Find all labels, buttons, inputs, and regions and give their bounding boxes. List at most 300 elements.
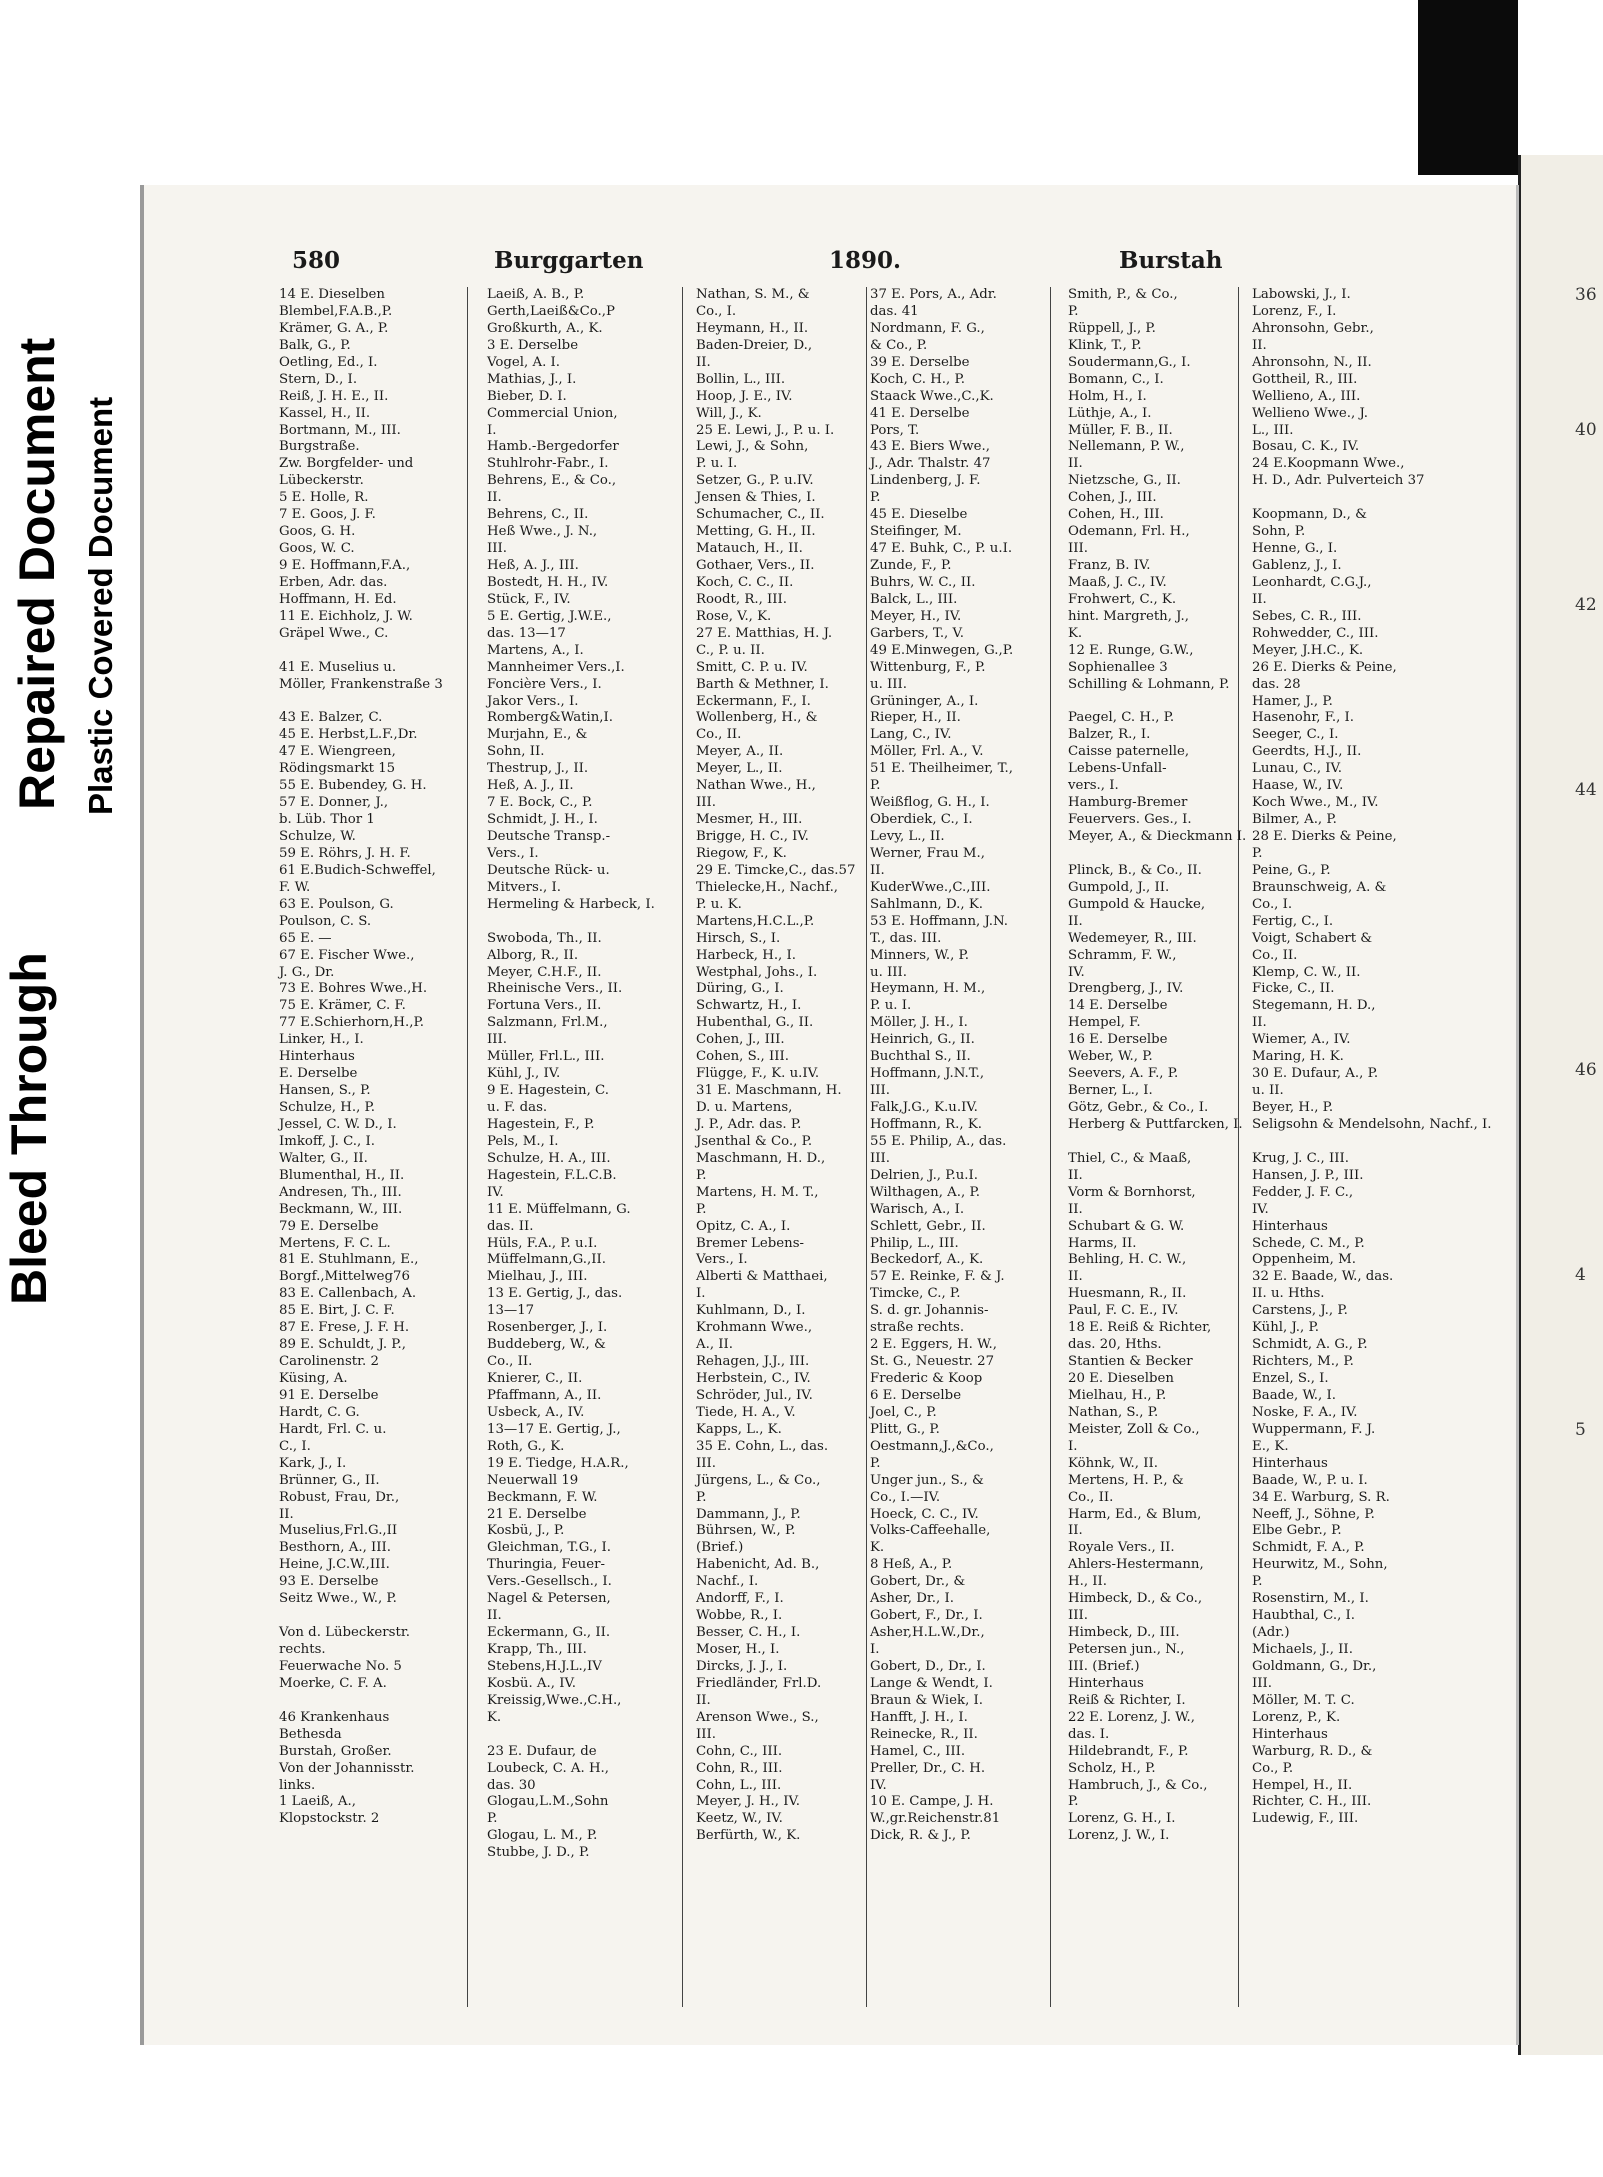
directory-entry: Hinterhaus [1252, 1455, 1328, 1471]
directory-entry: II. [279, 1506, 294, 1522]
directory-entry: Joel, C., P. [870, 1404, 937, 1420]
directory-entry: Holm, H., I. [1068, 388, 1147, 404]
directory-entry: Nietzsche, G., II. [1068, 473, 1181, 489]
directory-entry: 26 E. Dierks & Peine, [1252, 659, 1397, 675]
directory-entry: Gothaer, Vers., II. [696, 558, 815, 573]
directory-entry: Brünner, G., II. [279, 1472, 380, 1488]
directory-entry: Westphal, Johs., I. [696, 964, 818, 980]
directory-entry: Eckermann, F., I. [696, 693, 811, 709]
directory-entry: Wilthagen, A., P. [870, 1184, 980, 1200]
directory-entry: Paul, F. C. E., IV. [1068, 1303, 1179, 1319]
directory-entry: Beckmann, W., III. [279, 1201, 403, 1217]
directory-entry: Bollin, L., III. [696, 371, 786, 387]
directory-entry: Haubthal, C., I. [1252, 1608, 1355, 1624]
directory-entry: Beckmann, F. W. [487, 1489, 598, 1505]
directory-entry: Schmidt, J. H., I. [487, 812, 598, 828]
directory-entry: Pels, M., I. [487, 1133, 559, 1149]
directory-entry: 49 E.Minwegen, G.,P. [870, 642, 1014, 658]
directory-entry: Barth & Methner, I. [696, 676, 829, 692]
directory-entry: Koch Wwe., M., IV. [1252, 795, 1379, 811]
directory-entry: 9 E. Hoffmann,F.A., [279, 558, 411, 573]
directory-entry: J. G., Dr. [279, 964, 335, 980]
directory-entry: Buhrs, W. C., II. [870, 574, 976, 590]
directory-entry: 7 E. Goos, J. F. [279, 507, 376, 523]
directory-entry: Buchthal S., II. [870, 1049, 971, 1065]
directory-entry: 13—17 [487, 1303, 535, 1319]
directory-entry: Fortuna Vers., II. [487, 998, 602, 1014]
directory-entry: IV. [870, 1777, 887, 1793]
directory-entry: Stuhlrohr-Fabr., I. [487, 456, 609, 472]
directory-entry: Lorenz, J. W., I. [1068, 1828, 1170, 1844]
directory-entry: P. [870, 778, 881, 794]
directory-entry: 39 E. Derselbe [870, 354, 970, 370]
directory-entry: Harms, II. [1068, 1235, 1137, 1251]
directory-entry: H., II. [1068, 1574, 1108, 1590]
directory-entry: Will, J., K. [696, 405, 762, 421]
directory-entry: Schumacher, C., II. [696, 507, 825, 523]
directory-entry: Hamel, C., III. [870, 1743, 966, 1759]
directory-entry: Glogau, L. M., P. [487, 1828, 598, 1844]
directory-entry: Jessel, C. W. D., I. [279, 1116, 397, 1132]
directory-entry: hint. Margreth, J., [1068, 608, 1189, 624]
directory-entry: Lewi, J., & Sohn, [696, 439, 809, 455]
directory-entry: Harbeck, H., I. [696, 947, 796, 963]
directory-entry: IV. [487, 1184, 504, 1200]
directory-entry: Berner, L., I. [1068, 1083, 1153, 1099]
directory-entry: Sahlmann, D., K. [870, 896, 983, 912]
directory-entry: Hüls, F.A., P. u.I. [487, 1235, 598, 1251]
directory-entry: Ahronsohn, Gebr., [1252, 320, 1374, 336]
directory-entry: II. [1252, 337, 1267, 353]
directory-entry: Kühl, J., P. [1252, 1320, 1319, 1336]
directory-entry: Nagel & Petersen, [487, 1591, 611, 1607]
directory-entry: Gablenz, J., I. [1252, 558, 1342, 573]
directory-entry: Laeiß, A. B., P. [487, 287, 585, 302]
directory-entry: Stebens,H.J.L.,IV [487, 1658, 602, 1674]
directory-entry: P. [696, 1489, 707, 1505]
directory-entry: Roodt, R., III. [696, 591, 788, 607]
directory-entry: Voigt, Schabert & [1252, 930, 1373, 946]
directory-entry: II. [1252, 1015, 1267, 1031]
directory-entry: Baade, W., I. [1252, 1387, 1336, 1403]
directory-entry: Seitz Wwe., W., P. [279, 1591, 397, 1607]
directory-entry: 13—17 E. Gertig, J., [487, 1421, 621, 1437]
adjacent-page-number: 42 [1575, 595, 1597, 615]
directory-entry: 75 E. Krämer, C. F. [279, 998, 406, 1014]
directory-entry: Huesmann, R., II. [1068, 1286, 1187, 1302]
directory-entry: Volks-Caffeehalle, [870, 1523, 991, 1539]
directory-entry: L., III. [1252, 422, 1294, 438]
directory-entry: Meyer, J. H., IV. [696, 1794, 800, 1810]
directory-entry: Usbeck, A., IV. [487, 1404, 585, 1420]
directory-entry: das. 13—17 [487, 625, 566, 641]
directory-entry: Co., I. [1252, 896, 1293, 912]
directory-entry: St. G., Neuestr. 27 [870, 1354, 995, 1370]
directory-entry: Schilling & Lohmann, P. [1068, 676, 1230, 692]
directory-entry: Harm, Ed., & Blum, [1068, 1506, 1202, 1522]
page-header [144, 247, 1519, 277]
directory-entry: Hamer, J., P. [1252, 693, 1333, 709]
adjacent-page-number: 40 [1575, 420, 1597, 440]
directory-entry: Sebes, C. R., III. [1252, 608, 1362, 624]
directory-entry: 91 E. Derselbe [279, 1387, 379, 1403]
directory-entry: Müller, Frl.L., III. [487, 1049, 605, 1065]
directory-entry: Mielhau, J., III. [487, 1269, 588, 1285]
directory-entry: H. D., Adr. Pulverteich 37 [1252, 473, 1425, 489]
directory-entry: J., Adr. Thalstr. 47 [870, 456, 991, 472]
directory-entry: Erben, Adr. das. [279, 574, 388, 590]
directory-entry: Royale Vers., II. [1068, 1540, 1175, 1556]
page-number: 580 [292, 247, 341, 274]
directory-entry: Unger jun., S., & [870, 1472, 984, 1488]
directory-entry: 29 E. Timcke,C., das.57 [696, 862, 856, 878]
directory-entry: II. [1068, 913, 1083, 929]
directory-entry: Rieper, H., II. [870, 710, 961, 726]
directory-entry: Goos, G. H. [279, 524, 356, 540]
directory-entry: Nathan, S. M., & [696, 287, 810, 302]
directory-entry: Richters, M., P. [1252, 1354, 1354, 1370]
directory-entry: Lübeckerstr. [279, 473, 364, 489]
directory-entry: Mielhau, H., P. [1068, 1387, 1167, 1403]
directory-entry: das. 30 [487, 1777, 536, 1793]
directory-entry: Weber, W., P. [1068, 1049, 1153, 1065]
directory-entry: Brigge, H. C., IV. [696, 829, 809, 844]
directory-entry: Mitvers., I. [487, 879, 561, 895]
directory-entry: Gräpel Wwe., C. [279, 625, 389, 641]
directory-entry: vers., I. [1068, 778, 1119, 794]
adjacent-page-number: 36 [1575, 285, 1597, 305]
directory-entry: Beckedorf, A., K. [870, 1252, 984, 1268]
directory-column-4 [866, 287, 1051, 2007]
directory-entry: 73 E. Bohres Wwe.,H. [279, 981, 428, 997]
directory-entry: Lindenberg, J. F. [870, 473, 981, 489]
directory-entry [1252, 490, 1422, 507]
directory-entry: Philip, L., III. [870, 1235, 959, 1251]
directory-entry: Vers.-Gesellsch., I. [487, 1574, 612, 1590]
directory-entry: Blumenthal, H., II. [279, 1167, 405, 1183]
directory-entry: IV. [1068, 964, 1085, 980]
directory-entry: 67 E. Fischer Wwe., [279, 947, 415, 963]
directory-entry: III. [870, 1083, 890, 1099]
directory-entry: Zw. Borgfelder- und [279, 456, 414, 472]
directory-entry: 7 E. Bock, C., P. [487, 795, 593, 811]
directory-entry: Bieber, D. I. [487, 388, 567, 404]
directory-entry: u. III. [870, 676, 908, 692]
directory-entry: P. u. I. [696, 456, 738, 472]
directory-entry: Scholz, H., P. [1068, 1760, 1156, 1776]
directory-entry: Himbeck, D., III. [1068, 1625, 1180, 1641]
directory-entry: Gerth,Laeiß&Co.,P [487, 303, 615, 319]
directory-entry: Götz, Gebr., & Co., I. [1068, 1100, 1209, 1115]
directory-entry: Schubart & G. W. [1068, 1218, 1185, 1234]
directory-entry: P. u. K. [696, 896, 742, 912]
directory-entry: Baade, W., P. u. I. [1252, 1472, 1368, 1488]
directory-entry: Von der Johannisstr. [279, 1760, 415, 1776]
directory-entry: Hardt, C. G. [279, 1404, 360, 1420]
directory-entry: D. u. Martens, [696, 1100, 793, 1115]
directory-entry: Krohmann Wwe., [696, 1320, 813, 1336]
directory-entry: Hoeck, C. C., IV. [870, 1506, 979, 1522]
directory-entry: Delrien, J., P.u.I. [870, 1167, 979, 1183]
directory-entry: 43 E. Balzer, C. [279, 710, 383, 726]
directory-entry: 18 E. Reiß & Richter, [1068, 1320, 1212, 1336]
directory-entry: 23 E. Dufaur, de [487, 1743, 597, 1759]
directory-entry: II. [696, 354, 711, 370]
directory-entry: Schmidt, A. G., P. [1252, 1337, 1368, 1353]
directory-entry: Baden-Dreier, D., [696, 337, 813, 353]
directory-entry: Plinck, B., & Co., II. [1068, 862, 1202, 878]
directory-entry: Gumpold, J., II. [1068, 879, 1170, 895]
directory-entry: Preller, Dr., C. H. [870, 1760, 986, 1776]
directory-entry: Wellieno Wwe., J. [1252, 405, 1368, 421]
directory-entry: Commercial Union, [487, 405, 618, 421]
directory-entry: Balk, G., P. [279, 337, 351, 353]
directory-entry: III. [696, 795, 716, 811]
directory-entry: Borgf.,Mittelweg76 [279, 1269, 410, 1285]
directory-entry: 37 E. Pors, A., Adr. [870, 287, 997, 302]
directory-entry: Wellieno, A., III. [1252, 388, 1361, 404]
directory-entry: Labowski, J., I. [1252, 287, 1351, 302]
directory-entry: Hinterhaus [1252, 1218, 1328, 1234]
directory-entry: Hoop, J. E., IV. [696, 388, 793, 404]
directory-entry: Steifinger, M. [870, 524, 962, 540]
directory-entry: II. [487, 1608, 502, 1624]
directory-entry: P. [1252, 845, 1263, 861]
directory-entry: Cohen, J., III. [696, 1032, 785, 1048]
directory-entry: 30 E. Dufaur, A., P. [1252, 1066, 1379, 1082]
directory-entry: Heß, A. J., II. [487, 778, 574, 794]
directory-entry: Habenicht, Ad. B., [696, 1557, 820, 1573]
directory-entry: P. [1252, 1574, 1263, 1590]
directory-entry: Jürgens, L., & Co., [696, 1472, 821, 1488]
directory-entry: Staack Wwe.,C.,K. [870, 388, 994, 404]
directory-entry: Bosau, C. K., IV. [1252, 439, 1360, 455]
directory-entry: u. F. das. [487, 1100, 548, 1115]
adjacent-page-number: 46 [1575, 1060, 1597, 1080]
directory-entry: 61 E.Budich-Schweffel, [279, 862, 436, 878]
directory-entry: Gobert, D., Dr., I. [870, 1658, 986, 1674]
directory-entry: Murjahn, E., & [487, 727, 588, 743]
directory-entry: 57 E. Reinke, F. & J. [870, 1269, 1005, 1285]
directory-entry: Herberg & Puttfarcken, I. [1068, 1116, 1243, 1132]
directory-entry: Co., II. [1068, 1489, 1114, 1505]
directory-entry: Krapp, Th., III. [487, 1642, 587, 1657]
directory-entry: Fertig, C., I. [1252, 913, 1334, 929]
directory-entry: Ludewig, F., III. [1252, 1811, 1359, 1827]
directory-entry: & Co., P. [870, 337, 928, 353]
directory-entry: Carstens, J., P. [1252, 1303, 1348, 1319]
directory-entry: 81 E. Stuhlmann, E., [279, 1252, 419, 1268]
directory-entry: Küsing, A. [279, 1371, 348, 1386]
directory-entry: Arenson Wwe., S., [696, 1709, 819, 1725]
directory-entry: Reiß, J. H. E., II. [279, 388, 389, 404]
directory-column-2 [467, 287, 683, 2007]
directory-entry: II. [1068, 1523, 1083, 1539]
directory-entry: 32 E. Baade, W., das. [1252, 1269, 1394, 1285]
directory-entry: K. [487, 1709, 502, 1725]
directory-entry: Schlett, Gebr., II. [870, 1218, 986, 1234]
directory-entry: Sohn, II. [487, 744, 545, 760]
directory-entry: 65 E. — [279, 930, 332, 946]
directory-entry: Dick, R. & J., P. [870, 1828, 971, 1844]
directory-entry: Koch, C. C., II. [696, 574, 794, 590]
directory-entry: II. [1068, 1167, 1083, 1183]
directory-entry: Nathan Wwe., H., [696, 778, 816, 794]
directory-entry: Thiel, C., & Maaß, [1068, 1150, 1192, 1166]
directory-entry: Schröder, Jul., IV. [696, 1387, 813, 1403]
directory-entry: 12 E. Runge, G.W., [1068, 642, 1194, 658]
directory-entry: Drengberg, J., IV. [1068, 981, 1184, 997]
directory-entry: Thuringia, Feuer- [487, 1557, 605, 1573]
directory-entry: III. (Brief.) [1068, 1658, 1140, 1674]
directory-entry: Schramm, F. W., [1068, 947, 1177, 963]
directory-entry: 10 E. Campe, J. H. [870, 1794, 994, 1810]
directory-entry: Michaels, J., II. [1252, 1642, 1353, 1657]
directory-entry: Pfaffmann, A., II. [487, 1387, 602, 1403]
directory-entry: Co., P. [1252, 1760, 1294, 1776]
directory-entry: IV. [1252, 1201, 1269, 1217]
directory-entry: Frohwert, C., K. [1068, 591, 1177, 607]
directory-entry: links. [279, 1777, 316, 1793]
directory-entry: Bortmann, M., III. [279, 422, 401, 438]
directory-entry: III. [487, 1032, 507, 1048]
directory-entry: Kosbü, J., P. [487, 1523, 565, 1539]
directory-entry: Oestmann,J.,&Co., [870, 1438, 994, 1454]
directory-entry: Hoffmann, H. Ed. [279, 591, 397, 607]
directory-entry: Koopmann, D., & [1252, 507, 1367, 523]
directory-entry: Stück, F., IV. [487, 591, 571, 607]
directory-entry: u. III. [870, 964, 908, 980]
directory-entry: Romberg&Watin,I. [487, 710, 614, 726]
directory-entry: Schwartz, H., I. [696, 998, 802, 1014]
directory-entry: I. [870, 1642, 880, 1657]
directory-entry: Levy, L., II. [870, 829, 945, 844]
directory-entry: II. [696, 1692, 711, 1708]
directory-entry: S. d. gr. Johannis- [870, 1303, 989, 1319]
directory-entry: Martens,H.C.L.,P. [696, 913, 815, 929]
directory-entry: Smith, P., & Co., [1068, 287, 1178, 302]
directory-entry: F. W. [279, 879, 311, 895]
directory-entry: 5 E. Holle, R. [279, 490, 369, 506]
directory-entry: Besser, C. H., I. [696, 1625, 801, 1641]
directory-entry: 19 E. Tiedge, H.A.R., [487, 1455, 629, 1471]
directory-entry: Rosenstirn, M., I. [1252, 1591, 1369, 1607]
directory-entry: Matauch, H., II. [696, 541, 803, 557]
directory-entry: Reiß & Richter, I. [1068, 1692, 1186, 1708]
directory-entry: P. [870, 490, 881, 506]
directory-entry: 11 E. Müffelmann, G. [487, 1201, 631, 1217]
directory-entry: Vorm & Bornhorst, [1068, 1184, 1196, 1200]
directory-entry: 16 E. Derselbe [1068, 1032, 1168, 1048]
directory-entry: Hamb.-Bergedorfer [487, 439, 619, 455]
directory-entry: Cohen, J., III. [1068, 490, 1157, 506]
directory-entry: II. u. Hths. [1252, 1286, 1325, 1302]
directory-entry: II. [1068, 1269, 1083, 1285]
directory-entry: Glogau,L.M.,Sohn [487, 1794, 609, 1810]
directory-entry: Rose, V., K. [696, 608, 772, 624]
directory-entry: Heß, A. J., III. [487, 558, 579, 573]
directory-entry: Hirsch, S., I. [696, 930, 781, 946]
directory-entry [279, 643, 467, 660]
directory-entry: K. [870, 1540, 885, 1556]
directory-entry: Ahlers-Hestermann, [1068, 1557, 1204, 1573]
directory-entry: 34 E. Warburg, S. R. [1252, 1489, 1390, 1505]
directory-entry: Petersen jun., N., [1068, 1642, 1185, 1657]
directory-entry: das. 20, Hths. [1068, 1337, 1162, 1353]
directory-entry: Mertens, F. C. L. [279, 1235, 391, 1251]
directory-entry: Müller, F. B., II. [1068, 422, 1173, 438]
directory-entry: I. [1068, 1438, 1078, 1454]
directory-entry: P. [696, 1201, 707, 1217]
directory-entry: 14 E. Derselbe [1068, 998, 1168, 1014]
directory-entry: Keetz, W., IV. [696, 1811, 783, 1827]
directory-entry: Alborg, R., II. [487, 947, 579, 963]
directory-entry: Mathias, J., I. [487, 371, 577, 387]
directory-entry: 22 E. Lorenz, J. W., [1068, 1709, 1195, 1725]
directory-entry [1068, 846, 1238, 863]
directory-entry: Möller, Frl. A., V. [870, 744, 984, 760]
directory-entry: Gumpold & Haucke, [1068, 896, 1206, 912]
directory-entry: Dammann, J., P. [696, 1506, 801, 1522]
directory-entry: Hempel, H., II. [1252, 1777, 1353, 1793]
directory-entry: Stubbe, J. D., P. [487, 1845, 590, 1861]
directory-entry: 25 E. Lewi, J., P. u. I. [696, 422, 835, 438]
directory-entry: Braun & Wiek, I. [870, 1692, 984, 1708]
directory-entry: Großkurth, A., K. [487, 320, 603, 336]
directory-entry: P. [870, 1455, 881, 1471]
directory-entry: Vogel, A. I. [487, 354, 561, 370]
directory-entry: Thestrup, J., II. [487, 761, 589, 777]
directory-entry: Hansen, J. P., III. [1252, 1167, 1364, 1183]
directory-entry: Deutsche Rück- u. [487, 862, 610, 878]
directory-entry: Möller, M. T. C. [1252, 1692, 1355, 1708]
directory-entry: Pors, T. [870, 422, 920, 438]
directory-entry: Kapps, L., K. [696, 1421, 782, 1437]
directory-entry: Behling, H. C. W., [1068, 1252, 1187, 1268]
directory-entry: Hempel, F. [1068, 1015, 1141, 1031]
directory-entry: Meyer, A., II. [696, 744, 784, 760]
directory-entry: Hubenthal, G., II. [696, 1015, 814, 1031]
directory-entry: Lorenz, F., I. [1252, 303, 1337, 319]
directory-entry: Caisse paternelle, [1068, 744, 1190, 760]
directory-entry: Heymann, H. M., [870, 981, 986, 997]
directory-entry: Oppenheim, M. [1252, 1252, 1356, 1268]
directory-entry: P. u. I. [870, 998, 912, 1014]
directory-entry: Hamburg-Bremer [1068, 795, 1188, 811]
directory-entry: b. Lüb. Thor 1 [279, 812, 375, 828]
directory-entry: 55 E. Philip, A., das. [870, 1133, 1007, 1149]
directory-entry: Koch, C. H., P. [870, 371, 965, 387]
directory-entry: 13 E. Gertig, J., das. [487, 1286, 623, 1302]
directory-entry: Hagestein, F.L.C.B. [487, 1167, 617, 1183]
directory-entry: Garbers, T., V. [870, 625, 965, 641]
directory-entry: Metting, G. H., II. [696, 524, 816, 540]
directory-entry: Stern, D., I. [279, 371, 358, 387]
directory-entry: Rosenberger, J., I. [487, 1320, 608, 1336]
directory-entry: Jensen & Thies, I. [696, 490, 816, 506]
directory-entry: Meister, Zoll & Co., [1068, 1421, 1200, 1437]
directory-entry: III. [696, 1726, 716, 1742]
directory-entry: Mesmer, H., III. [696, 812, 803, 828]
directory-entry: Flügge, F., K. u.IV. [696, 1066, 820, 1082]
directory-entry: E., K. [1252, 1438, 1289, 1454]
directory-entry: Heinrich, G., II. [870, 1032, 975, 1048]
directory-entry: Moerke, C. F. A. [279, 1675, 387, 1691]
directory-entry: 93 E. Derselbe [279, 1574, 379, 1590]
directory-entry: Zunde, F., P. [870, 558, 952, 573]
directory-entry: Beyer, H., P. [1252, 1100, 1334, 1115]
directory-entry [1068, 694, 1238, 711]
